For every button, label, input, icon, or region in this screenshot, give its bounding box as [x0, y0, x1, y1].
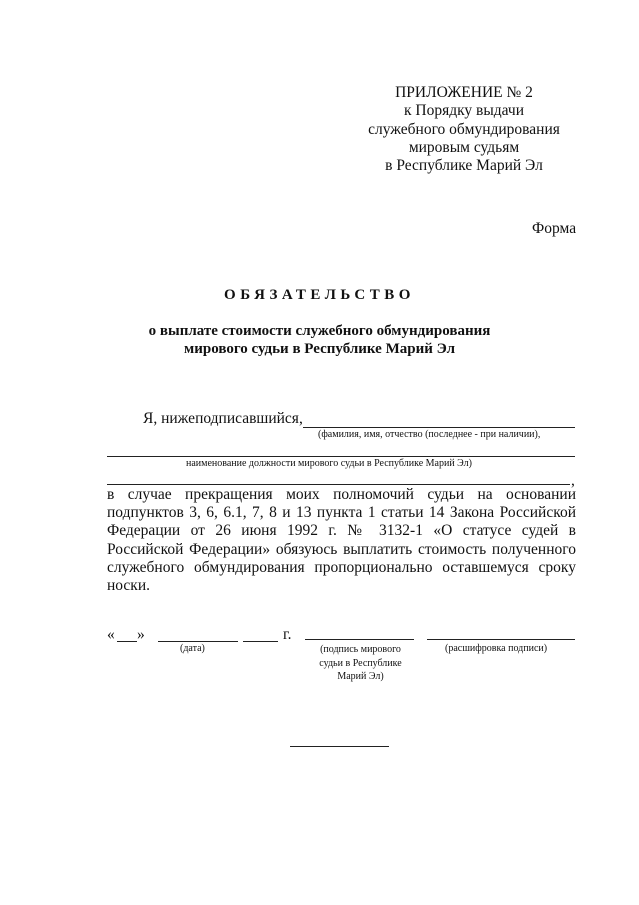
appendix-header — [330, 84, 598, 175]
position-line-comma: , — [571, 472, 575, 489]
date-caption: (дата) — [180, 643, 205, 654]
signature-field[interactable] — [305, 639, 414, 640]
signer-name-field[interactable] — [303, 427, 575, 428]
signature-caption-line-3: Марий Эл) — [337, 671, 384, 682]
document-title: ОБЯЗАТЕЛЬСТВО — [224, 287, 415, 303]
appendix-line-2: к Порядку выдачи — [403, 102, 525, 120]
signature-decode-field[interactable] — [427, 639, 575, 640]
form-label: Форма — [532, 220, 577, 237]
position-caption: наименование должности мирового судьи в Республике Марий Эл) — [186, 458, 472, 469]
date-close-quote: » — [137, 626, 145, 643]
signature-caption — [307, 643, 414, 684]
date-day-field[interactable] — [117, 641, 137, 642]
year-suffix: г. — [283, 626, 292, 643]
document-subtitle — [0, 322, 639, 358]
subtitle-line-1: о выплате стоимости служебного обмундирования — [148, 323, 491, 339]
appendix-line-3: служебного обмундирования — [368, 120, 560, 138]
appendix-line-5: в Республике Марий Эл — [385, 157, 543, 175]
obligation-text: в случае прекращения моих полномочий судьи на основании подпунктов 3, 6, 6.1, 7, 8 и 13 пункта 1 статьи 14 Закона Российской Федерации от 26 июня 1992 г. № 3132-1 «О статусе судей в Российской Федерации» обязуюсь выплатить стоимость полученного служебного обмундирования пропорционально оставшемуся сроку носки. — [107, 486, 576, 595]
signer-name-caption: (фамилия, имя, отчество (последнее - при наличии), — [318, 429, 541, 440]
signature-caption-line-2: судьи в Республике — [319, 657, 402, 669]
signature-caption-line-1: (подпись мирового — [320, 644, 401, 655]
bottom-separator — [290, 746, 389, 747]
date-month-field[interactable] — [158, 641, 238, 642]
signer-prefix: Я, нижеподписавшийся, — [143, 410, 303, 427]
position-field-2[interactable] — [107, 484, 570, 485]
signature-decode-caption: (расшифровка подписи) — [445, 643, 548, 654]
appendix-line-4: мировым судьям — [408, 138, 520, 156]
date-year-field[interactable] — [243, 641, 278, 642]
appendix-line-1: ПРИЛОЖЕНИЕ № 2 — [395, 84, 533, 101]
subtitle-line-2: мирового судьи в Республике Марий Эл — [184, 341, 455, 357]
position-field-1[interactable] — [107, 456, 575, 457]
date-open-quote: « — [107, 626, 115, 643]
